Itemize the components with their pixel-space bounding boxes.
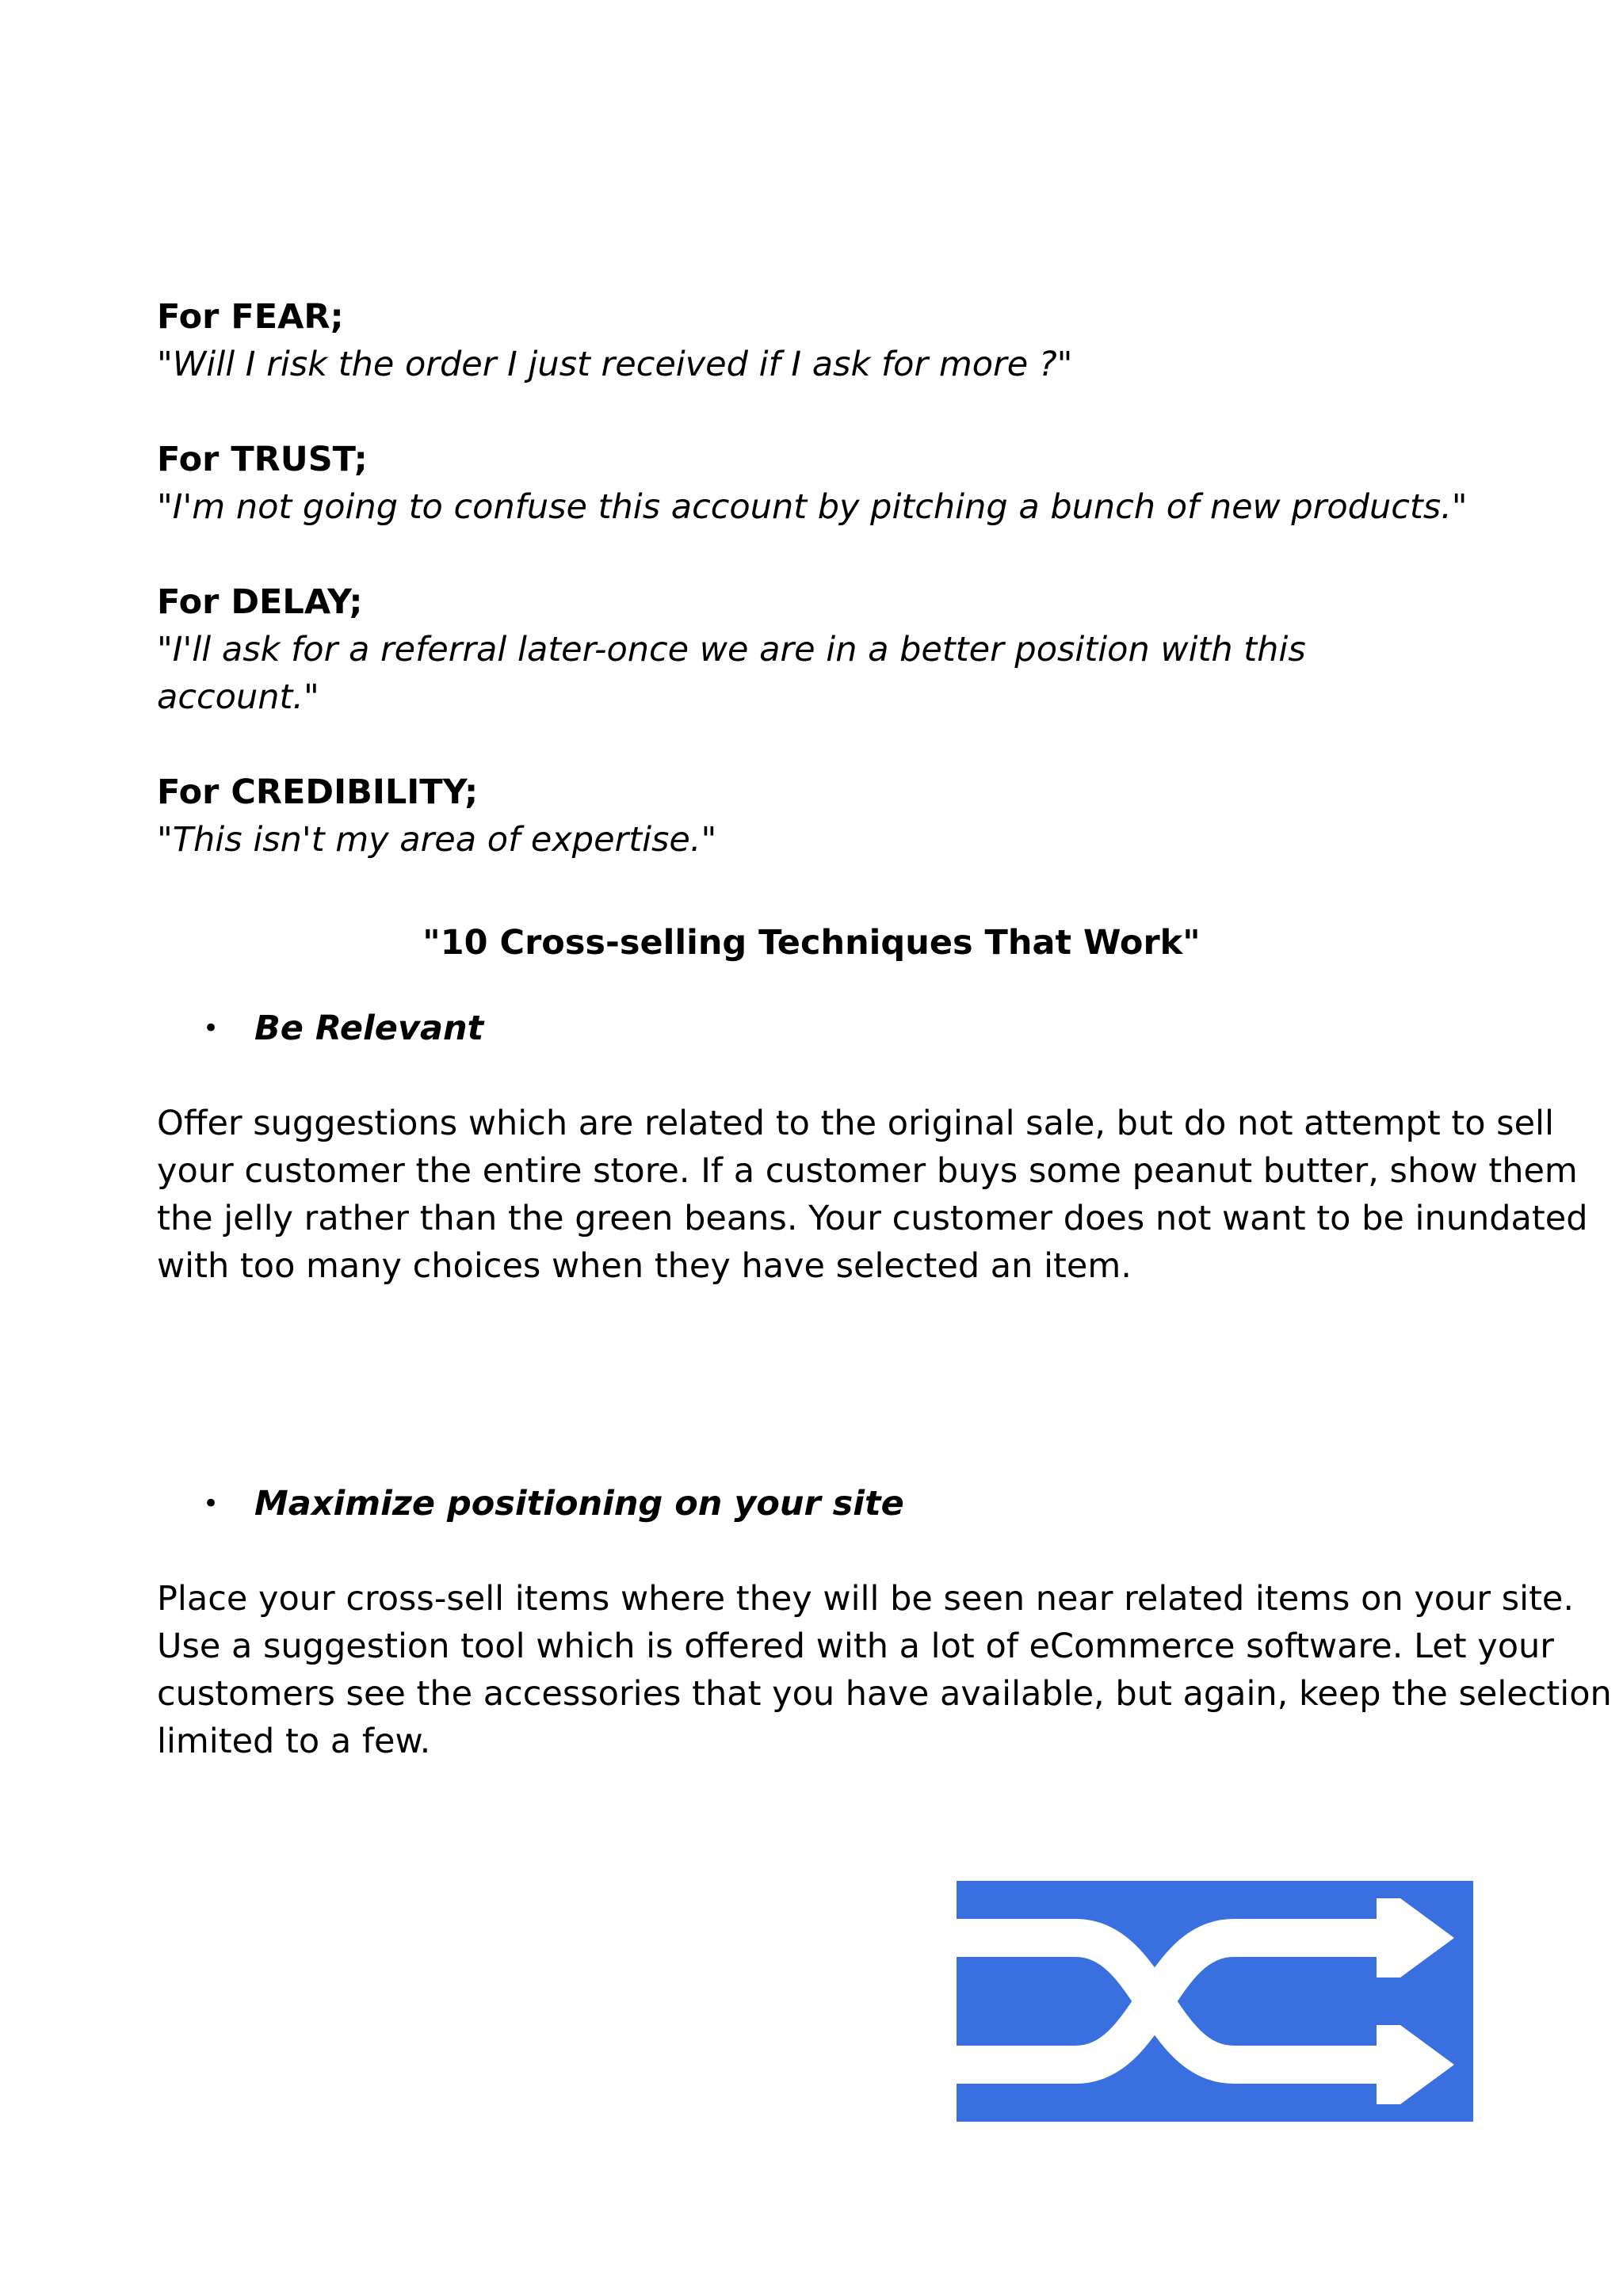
objection-fear bbox=[157, 293, 1472, 388]
body-line: the jelly rather than the green beans. Your customer does not want to be inundated bbox=[157, 1199, 1588, 1238]
technique-body-maximize-positioning bbox=[157, 1575, 1612, 1765]
technique-body-be-relevant bbox=[157, 1100, 1588, 1290]
objection-trust bbox=[157, 436, 1472, 531]
body-line: your customer the entire store. If a customer buys some peanut butter, show them bbox=[157, 1151, 1578, 1191]
section-title: "10 Cross-selling Techniques That Work" bbox=[422, 923, 1201, 963]
objection-label: For FEAR; bbox=[157, 297, 344, 337]
objection-quote: "Will I risk the order I just received if I ask for more ?" bbox=[157, 345, 1073, 384]
body-line: Offer suggestions which are related to the original sale, but do not attempt to sell bbox=[157, 1104, 1554, 1143]
objection-delay bbox=[157, 578, 1472, 721]
objection-label: For DELAY; bbox=[157, 582, 363, 622]
objection-label: For TRUST; bbox=[157, 440, 368, 479]
body-line: Place your cross-sell items where they will be seen near related items on your site. bbox=[157, 1579, 1575, 1619]
technique-title: Maximize positioning on your site bbox=[254, 1484, 904, 1524]
technique-heading-be-relevant bbox=[203, 1005, 483, 1052]
bullet-icon: • bbox=[203, 1488, 220, 1520]
crossing-arrows-icon bbox=[957, 1881, 1473, 2122]
body-line: with too many choices when they have selected an item. bbox=[157, 1246, 1132, 1286]
body-line: Use a suggestion tool which is offered with a lot of eCommerce software. Let your bbox=[157, 1627, 1554, 1666]
objection-credibility bbox=[157, 769, 1472, 864]
objection-label: For CREDIBILITY; bbox=[157, 772, 479, 812]
objection-quote: "This isn't my area of expertise." bbox=[157, 820, 717, 860]
objection-quote: "I'm not going to confuse this account by pitching a bunch of new products." bbox=[157, 487, 1468, 527]
technique-title: Be Relevant bbox=[254, 1009, 484, 1048]
objections-list bbox=[157, 293, 1472, 911]
objection-quote: "I'll ask for a referral later-once we are in a better position with this account." bbox=[157, 630, 1306, 717]
body-line: customers see the accessories that you have available, but again, keep the selection bbox=[157, 1674, 1612, 1714]
body-line: limited to a few. bbox=[157, 1722, 431, 1761]
technique-heading-maximize-positioning bbox=[203, 1480, 904, 1527]
bullet-icon: • bbox=[203, 1013, 220, 1044]
